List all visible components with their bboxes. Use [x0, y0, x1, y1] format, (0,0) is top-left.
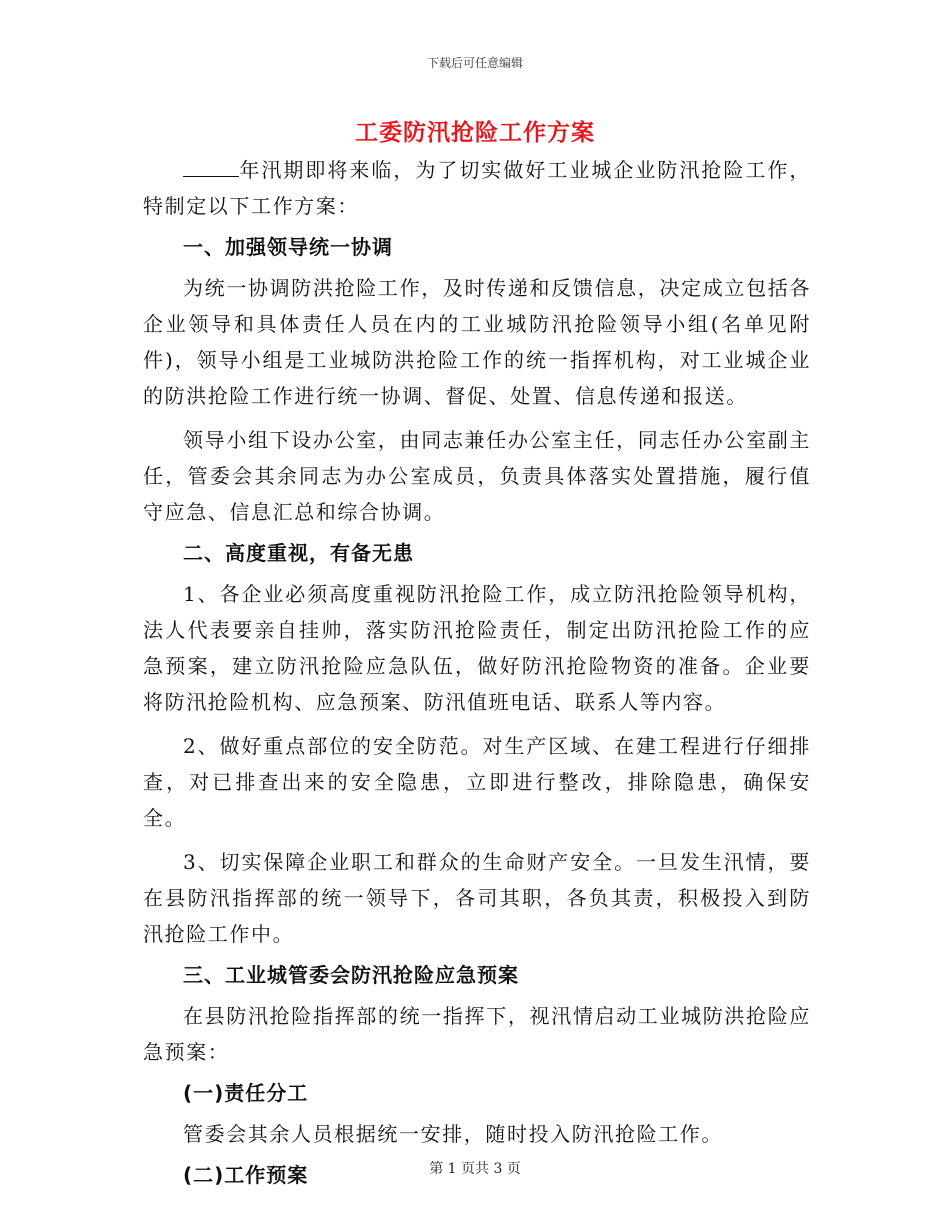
subsection-heading-responsibility: (一)责任分工 [183, 1081, 309, 1105]
intro-paragraph [143, 152, 811, 224]
section-heading-1: 一、加强领导统一协调 [183, 235, 393, 259]
section-2-paragraph-1: 1、各企业必须高度重视防汛抢险工作，成立防汛抢险领导机构，法人代表要亲自挂帅，落实防汛抢险责任，制定出防汛抢险工作的应急预案，建立防汛抢险应急队伍，做好防汛抢险物资的准备。企业要将防汛抢险机构、应急预案、防汛值班电话、联系人等内容。 [143, 582, 811, 714]
section-1-paragraph-1: 为统一协调防洪抢险工作，及时传递和反馈信息，决定成立包括各企业领导和具体责任人员在内的工业城防汛抢险领导小组(名单见附件)，领导小组是工业城防洪抢险工作的统一指挥机构，对工业城企业的防洪抢险工作进行统一协调、督促、处置、信息传递和报送。 [143, 276, 811, 408]
header-note: 下载后可任意编辑 [426, 56, 523, 70]
page-footer: 第 1 页共 3 页 [429, 1161, 521, 1177]
subsection-responsibility-paragraph: 管委会其余人员根据统一安排，随时投入防汛抢险工作。 [183, 1122, 723, 1146]
section-heading-3: 三、工业城管委会防汛抢险应急预案 [183, 963, 519, 987]
intro-text: 年汛期即将来临，为了切实做好工业城企业防汛抢险工作，特制定以下工作方案： [143, 158, 811, 218]
section-heading-2: 二、高度重视，有备无患 [183, 541, 414, 565]
section-2-paragraph-2: 2、做好重点部位的安全防范。对生产区域、在建工程进行仔细排查，对已排查出来的安全隐患，立即进行整改，排除隐患，确保安全。 [143, 734, 811, 830]
section-1-paragraph-2: 领导小组下设办公室，由同志兼任办公室主任，同志任办公室副主任，管委会其余同志为办公室成员，负责具体落实处置措施，履行值守应急、信息汇总和综合协调。 [143, 428, 811, 524]
subsection-heading-work-plan: (二)工作预案 [183, 1163, 309, 1187]
document-body [143, 152, 811, 1198]
section-3-paragraph-1: 在县防汛抢险指挥部的统一指挥下，视汛情启动工业城防洪抢险应急预案： [143, 1004, 811, 1064]
document-title: 工委防汛抢险工作方案 [355, 119, 595, 146]
blank-underline [183, 158, 239, 177]
section-2-paragraph-3: 3、切实保障企业职工和群众的生命财产安全。一旦发生汛情，要在县防汛指挥部的统一领导下，各司其职，各负其责，积极投入到防汛抢险工作中。 [143, 850, 811, 946]
